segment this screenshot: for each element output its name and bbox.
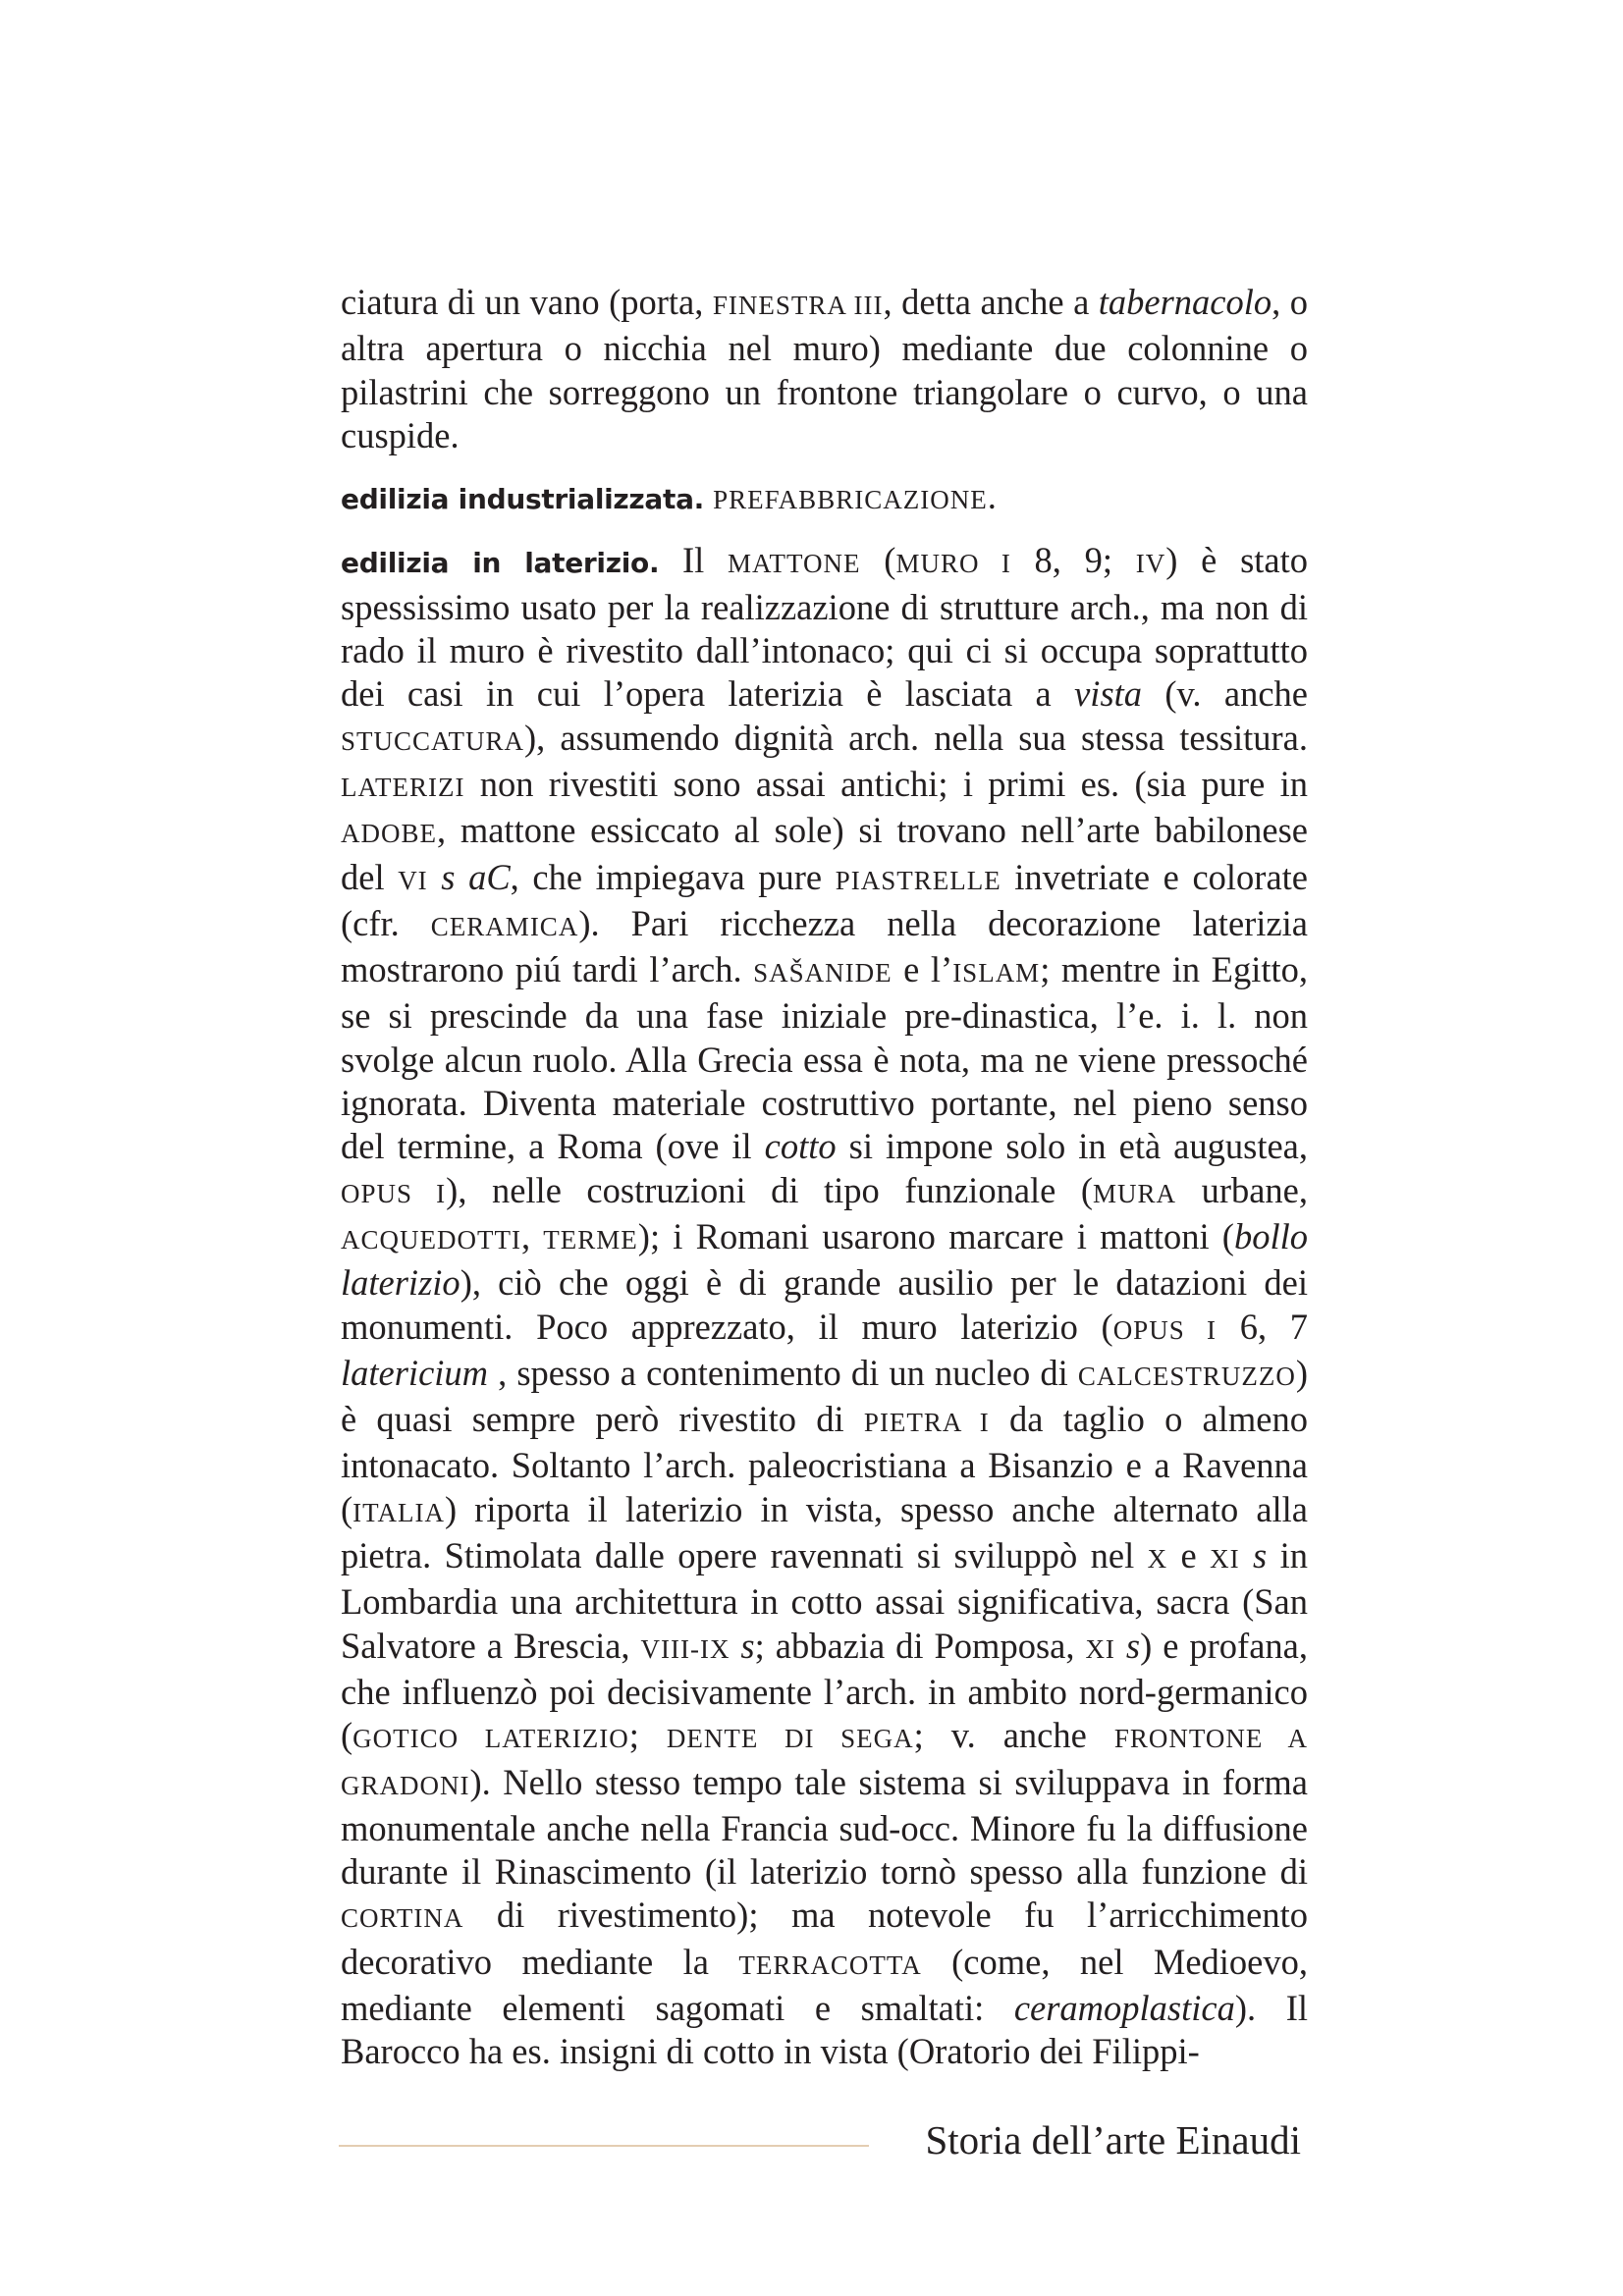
text-run: ; abbazia di Pomposa, bbox=[754, 1625, 1086, 1666]
cross-reference: VI bbox=[398, 865, 428, 895]
cross-reference: GOTICO LATERIZIO bbox=[352, 1724, 629, 1754]
text-run: invetriate e colorate (cfr. bbox=[341, 856, 1309, 943]
cross-reference: DENTE DI SEGA bbox=[666, 1724, 914, 1754]
cross-reference: TERRACOTTA bbox=[738, 1949, 922, 1980]
text-run: ). Nello stesso tempo tale sistema si sviluppava in forma monumentale anche nella Francia sud-occ. Minore fu la diffusione durante il Rinascimento (il laterizio tornò spesso alla funzione di bbox=[341, 1761, 1308, 1893]
text-run: (v. anche bbox=[1142, 673, 1308, 715]
text-run: ) è stato spessissimo usato per la realizzazione di strutture arch., ma non di rado il muro è rivestito dall’intonaco; qui ci si occupa soprattutto dei casi in cui l’opera laterizia è lasciata a bbox=[341, 540, 1309, 715]
text-run: , spesso a contenimento di un nucleo di bbox=[488, 1352, 1078, 1393]
text-run: ) e profana, che influenzò poi decisivamente l’arch. in ambito nord-germanico ( bbox=[341, 1625, 1308, 1756]
cross-reference: ITALIA bbox=[352, 1497, 445, 1527]
italic-term: s bbox=[1125, 1625, 1141, 1666]
text-run bbox=[730, 1626, 740, 1666]
text-run bbox=[1115, 1626, 1126, 1666]
cross-reference: CERAMICA bbox=[430, 911, 579, 941]
text-run: e l’ bbox=[892, 949, 953, 990]
cross-reference: X bbox=[1147, 1544, 1168, 1575]
italic-term: s aC bbox=[441, 856, 511, 897]
text-run: ), ciò che oggi è di grande ausilio per le datazioni dei monumenti. Poco apprezzato, il muro laterizio ( bbox=[341, 1262, 1308, 1347]
italic-term: bollo laterizio bbox=[341, 1215, 1309, 1304]
cross-reference: ADOBE bbox=[341, 819, 437, 849]
cross-reference: ACQUEDOTTI bbox=[341, 1224, 521, 1255]
text-run: , mattone essiccato al sole) si trovano nell’arte babilonese del bbox=[341, 810, 1308, 897]
text-run: 6, 7 bbox=[1217, 1306, 1308, 1347]
text-run: , bbox=[520, 1215, 544, 1256]
italic-term: s bbox=[740, 1625, 755, 1666]
cross-reference: PIETRA I bbox=[863, 1408, 990, 1438]
text-run: ciatura di un vano (porta, bbox=[341, 282, 713, 322]
entry-headword: edilizia in laterizio. bbox=[341, 547, 660, 580]
cross-reference: VIII-IX bbox=[640, 1633, 730, 1664]
cross-reference: XI bbox=[1085, 1633, 1115, 1664]
text-run: ( bbox=[860, 540, 896, 581]
text-run: da taglio o almeno intonacato. Soltanto l’arch. paleocristiana a Bisanzio e a Ravenna ( bbox=[341, 1399, 1308, 1529]
text-run: (come, nel Medioevo, mediante elementi sagomati e smaltati: bbox=[341, 1941, 1308, 2028]
footer-title: Storia dell’arte Einaudi bbox=[925, 2117, 1301, 2163]
text-run: ; bbox=[628, 1715, 667, 1756]
text-column bbox=[341, 281, 1308, 2074]
entry-edilizia-industrializzata bbox=[341, 475, 1308, 521]
text-run: urbane, bbox=[1176, 1169, 1308, 1210]
text-run: e bbox=[1167, 1535, 1211, 1576]
text-run: ); i Romani usarono marcare i mattoni ( bbox=[637, 1215, 1234, 1256]
cross-reference: MURA bbox=[1093, 1178, 1177, 1208]
cross-reference: ISLAM bbox=[952, 958, 1041, 988]
text-run: ). Il Barocco ha es. insigni di cotto in vista (Oratorio dei Filippi- bbox=[341, 1987, 1308, 2072]
cross-reference: OPUS I bbox=[1112, 1314, 1217, 1345]
cross-reference: STUCCATURA bbox=[341, 725, 525, 756]
text-run bbox=[428, 857, 442, 897]
cross-reference: TERME bbox=[543, 1224, 638, 1255]
text-run: ) riporta il laterizio in vista, spesso anche alternato alla pietra. Stimolata dalle opere ravennati si sviluppò nel bbox=[341, 1488, 1308, 1576]
text-run: non rivestiti sono assai antichi; i primi es. (sia pure in bbox=[464, 763, 1308, 804]
italic-term: cotto bbox=[764, 1126, 837, 1167]
text-run: , o altra apertura o nicchia nel muro) mediante due colonnine o pilastrini che sorreggono un frontone triangolare o curvo, o una cuspide. bbox=[341, 282, 1309, 455]
cross-reference: OPUS I bbox=[341, 1178, 447, 1208]
text-run: ). Pari ricchezza nella decorazione laterizia mostrarono piú tardi l’arch. bbox=[341, 902, 1308, 990]
entry-edilizia-in-laterizio bbox=[341, 539, 1308, 2073]
text-run: Il bbox=[659, 540, 729, 581]
text-run: ; v. anche bbox=[913, 1715, 1114, 1756]
text-run: ), assumendo dignità arch. nella sua stessa tessitura. bbox=[524, 717, 1308, 758]
italic-term: s bbox=[1253, 1535, 1268, 1576]
italic-term: ceramoplastica bbox=[1013, 1987, 1235, 2028]
cross-reference: CALCESTRUZZO bbox=[1077, 1361, 1296, 1391]
text-run: ), nelle costruzioni di tipo funzionale ( bbox=[446, 1169, 1094, 1210]
cross-reference: LATERIZI bbox=[341, 772, 465, 802]
entry-headword: edilizia industrializzata. bbox=[341, 483, 705, 516]
text-run: in Lombardia una architettura in cotto assai significativa, sacra (San Salvatore a Brescia, bbox=[341, 1535, 1308, 1666]
cross-reference: XI bbox=[1210, 1544, 1240, 1575]
cross-reference: SAŠANIDE bbox=[753, 958, 893, 988]
text-run: 8, 9; bbox=[1010, 540, 1136, 581]
cross-reference: FRONTONE A GRADONI bbox=[341, 1724, 1308, 1800]
text-run: , detta anche a bbox=[883, 282, 1099, 322]
text-run bbox=[1240, 1535, 1253, 1575]
cross-reference: MURO I bbox=[895, 549, 1011, 579]
italic-term: tabernacolo bbox=[1098, 282, 1272, 322]
page-footer bbox=[339, 2110, 1321, 2169]
italic-term: latericium bbox=[341, 1352, 489, 1393]
text-run: ; mentre in Egitto, se si prescinde da una fase iniziale pre-dinastica, l’e. i. l. non svolge alcun ruolo. Alla Grecia essa è nota, ma ne viene pressoché ignorata. Diventa materiale costruttivo portante, nel pieno senso del termine, a Roma (ove il bbox=[341, 949, 1308, 1167]
italic-term: vista bbox=[1074, 673, 1143, 715]
footer-rule bbox=[339, 2145, 869, 2147]
cross-reference: CORTINA bbox=[341, 1903, 464, 1934]
text-run bbox=[704, 476, 713, 516]
cross-reference: IV bbox=[1135, 549, 1166, 579]
text-run: ) è quasi sempre però rivestito di bbox=[341, 1352, 1308, 1440]
text-run: , che impiegava pure bbox=[510, 856, 836, 897]
cross-reference: FINESTRA III bbox=[712, 291, 884, 320]
text-run: di rivestimento); ma notevole fu l’arricchimento decorativo mediante la bbox=[341, 1895, 1308, 1982]
cross-reference: MATTONE bbox=[728, 549, 861, 579]
text-run: . bbox=[987, 476, 997, 517]
text-run: si impone solo in età augustea, bbox=[836, 1126, 1308, 1167]
cross-reference: PIASTRELLE bbox=[835, 865, 1001, 895]
paragraph-continuation bbox=[341, 281, 1308, 457]
cross-reference: PREFABBRICAZIONE bbox=[713, 485, 988, 515]
